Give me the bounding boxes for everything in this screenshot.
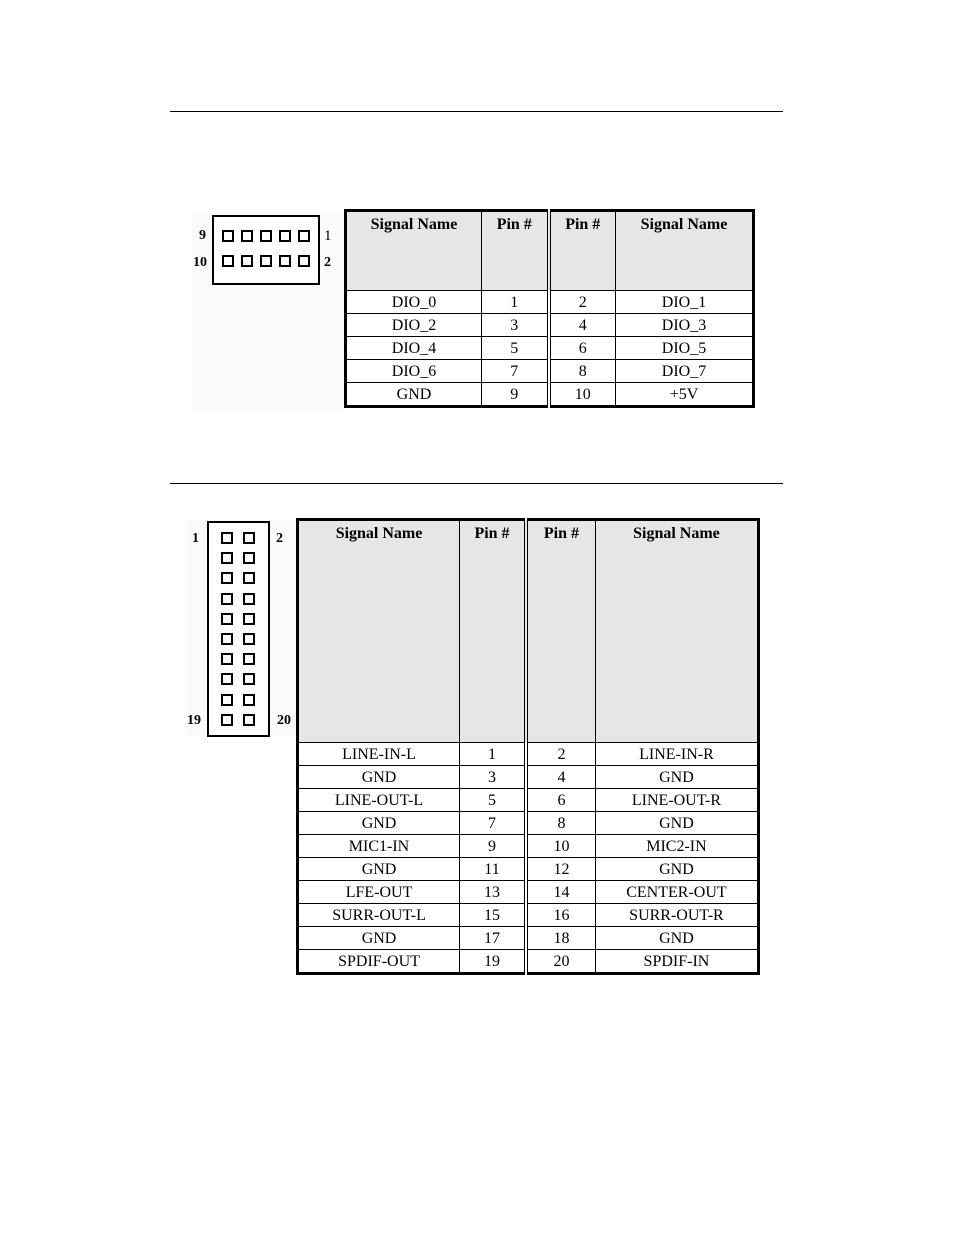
signal-name-cell: +5V: [616, 383, 754, 407]
pin-square: [222, 255, 234, 267]
signal-name-cell: LINE-OUT-R: [595, 789, 758, 812]
signal-name-cell: DIO_5: [616, 337, 754, 360]
pin-number-cell: 6: [526, 789, 595, 812]
middle-rule: [170, 483, 783, 484]
pin-square: [221, 673, 233, 685]
signal-name-cell: LINE-OUT-L: [298, 789, 460, 812]
pin-number-cell: 7: [482, 360, 549, 383]
pin-number-cell: 5: [460, 789, 526, 812]
signal-name-cell: GND: [595, 766, 758, 789]
table-row: [298, 835, 759, 858]
pin-square: [243, 532, 255, 544]
pin-number-cell: 4: [526, 766, 595, 789]
signal-name-cell: DIO_7: [616, 360, 754, 383]
column-header: Signal Name: [595, 520, 758, 743]
audio-header-outline: [207, 521, 270, 737]
signal-name-cell: LFE-OUT: [298, 881, 460, 904]
pin-number-cell: 9: [482, 383, 549, 407]
signal-name-cell: SPDIF-IN: [595, 950, 758, 974]
pin-square: [260, 255, 272, 267]
table-row: [346, 383, 754, 407]
pin-square: [243, 633, 255, 645]
table-row: [346, 360, 754, 383]
pin-square: [243, 593, 255, 605]
pin-square: [243, 714, 255, 726]
table-row: [298, 743, 759, 766]
pin-number-cell: 3: [460, 766, 526, 789]
table-row: [298, 881, 759, 904]
pin-number-cell: 10: [526, 835, 595, 858]
column-header: Pin #: [526, 520, 595, 743]
pin-number-cell: 10: [549, 383, 616, 407]
signal-name-cell: GND: [346, 383, 482, 407]
pin-number-cell: 18: [526, 927, 595, 950]
signal-name-cell: DIO_3: [616, 314, 754, 337]
pin-square: [241, 230, 253, 242]
table-row: [298, 904, 759, 927]
pin-number-cell: 16: [526, 904, 595, 927]
pin-number-cell: 19: [460, 950, 526, 974]
table-header-row: [346, 211, 754, 291]
pin-number-cell: 20: [526, 950, 595, 974]
signal-name-cell: GND: [298, 927, 460, 950]
table-row: [298, 950, 759, 974]
pin-square: [221, 613, 233, 625]
dio-pin-label-10: 10: [193, 255, 207, 270]
signal-name-cell: SPDIF-OUT: [298, 950, 460, 974]
signal-name-cell: MIC1-IN: [298, 835, 460, 858]
pin-square: [241, 255, 253, 267]
signal-name-cell: DIO_4: [346, 337, 482, 360]
pin-square: [221, 714, 233, 726]
pin-number-cell: 2: [549, 291, 616, 314]
table-header-row: [298, 520, 759, 743]
signal-name-cell: SURR-OUT-L: [298, 904, 460, 927]
pin-number-cell: 11: [460, 858, 526, 881]
signal-name-cell: DIO_2: [346, 314, 482, 337]
pin-square: [221, 593, 233, 605]
signal-name-cell: DIO_6: [346, 360, 482, 383]
pin-square: [243, 613, 255, 625]
pin-number-cell: 13: [460, 881, 526, 904]
audio-pinout-table: [296, 518, 760, 975]
pin-number-cell: 7: [460, 812, 526, 835]
table-row: [346, 291, 754, 314]
signal-name-cell: LINE-IN-R: [595, 743, 758, 766]
signal-name-cell: GND: [298, 766, 460, 789]
pin-square: [298, 230, 310, 242]
audio-pin-label-20: 20: [277, 713, 291, 728]
pin-number-cell: 12: [526, 858, 595, 881]
pin-number-cell: 6: [549, 337, 616, 360]
pin-number-cell: 17: [460, 927, 526, 950]
signal-name-cell: LINE-IN-L: [298, 743, 460, 766]
pin-square: [243, 653, 255, 665]
pin-square: [243, 673, 255, 685]
signal-name-cell: GND: [298, 812, 460, 835]
pin-square: [221, 552, 233, 564]
pin-square: [221, 694, 233, 706]
dio-pinout-table: [344, 209, 755, 408]
signal-name-cell: GND: [595, 927, 758, 950]
signal-name-cell: GND: [595, 858, 758, 881]
pin-number-cell: 8: [549, 360, 616, 383]
pin-square: [243, 552, 255, 564]
column-header: Pin #: [460, 520, 526, 743]
pin-number-cell: 9: [460, 835, 526, 858]
dio-pin-label-2: 2: [324, 255, 331, 270]
pin-number-cell: 8: [526, 812, 595, 835]
pin-number-cell: 15: [460, 904, 526, 927]
pin-square: [279, 255, 291, 267]
pin-square: [279, 230, 291, 242]
pin-square: [243, 694, 255, 706]
pin-number-cell: 4: [549, 314, 616, 337]
column-header: Pin #: [482, 211, 549, 291]
table-row: [298, 927, 759, 950]
pin-square: [260, 230, 272, 242]
table-row: [298, 789, 759, 812]
table-row: [298, 812, 759, 835]
pin-number-cell: 2: [526, 743, 595, 766]
pin-number-cell: 1: [460, 743, 526, 766]
table-row: [298, 858, 759, 881]
pin-square: [221, 572, 233, 584]
column-header: Pin #: [549, 211, 616, 291]
table-row: [346, 337, 754, 360]
pin-number-cell: 3: [482, 314, 549, 337]
column-header: Signal Name: [298, 520, 460, 743]
signal-name-cell: GND: [595, 812, 758, 835]
audio-pin-label-19: 19: [187, 713, 201, 728]
pin-square: [222, 230, 234, 242]
signal-name-cell: CENTER-OUT: [595, 881, 758, 904]
pin-square: [221, 653, 233, 665]
column-header: Signal Name: [616, 211, 754, 291]
pin-square: [243, 572, 255, 584]
dio-pin-label-9: 9: [199, 228, 206, 243]
pin-square: [298, 255, 310, 267]
audio-pin-label-2: 2: [276, 531, 283, 546]
top-rule: [170, 111, 783, 112]
column-header: Signal Name: [346, 211, 482, 291]
table-row: [298, 766, 759, 789]
pin-number-cell: 14: [526, 881, 595, 904]
signal-name-cell: GND: [298, 858, 460, 881]
table-row: [346, 314, 754, 337]
pin-number-cell: 1: [482, 291, 549, 314]
signal-name-cell: SURR-OUT-R: [595, 904, 758, 927]
signal-name-cell: DIO_0: [346, 291, 482, 314]
audio-pin-label-1: 1: [192, 531, 199, 546]
pin-square: [221, 633, 233, 645]
signal-name-cell: DIO_1: [616, 291, 754, 314]
dio-header-outline: [212, 215, 320, 285]
pin-square: [221, 532, 233, 544]
dio-pin-label-1: 1: [324, 228, 332, 244]
signal-name-cell: MIC2-IN: [595, 835, 758, 858]
pin-number-cell: 5: [482, 337, 549, 360]
